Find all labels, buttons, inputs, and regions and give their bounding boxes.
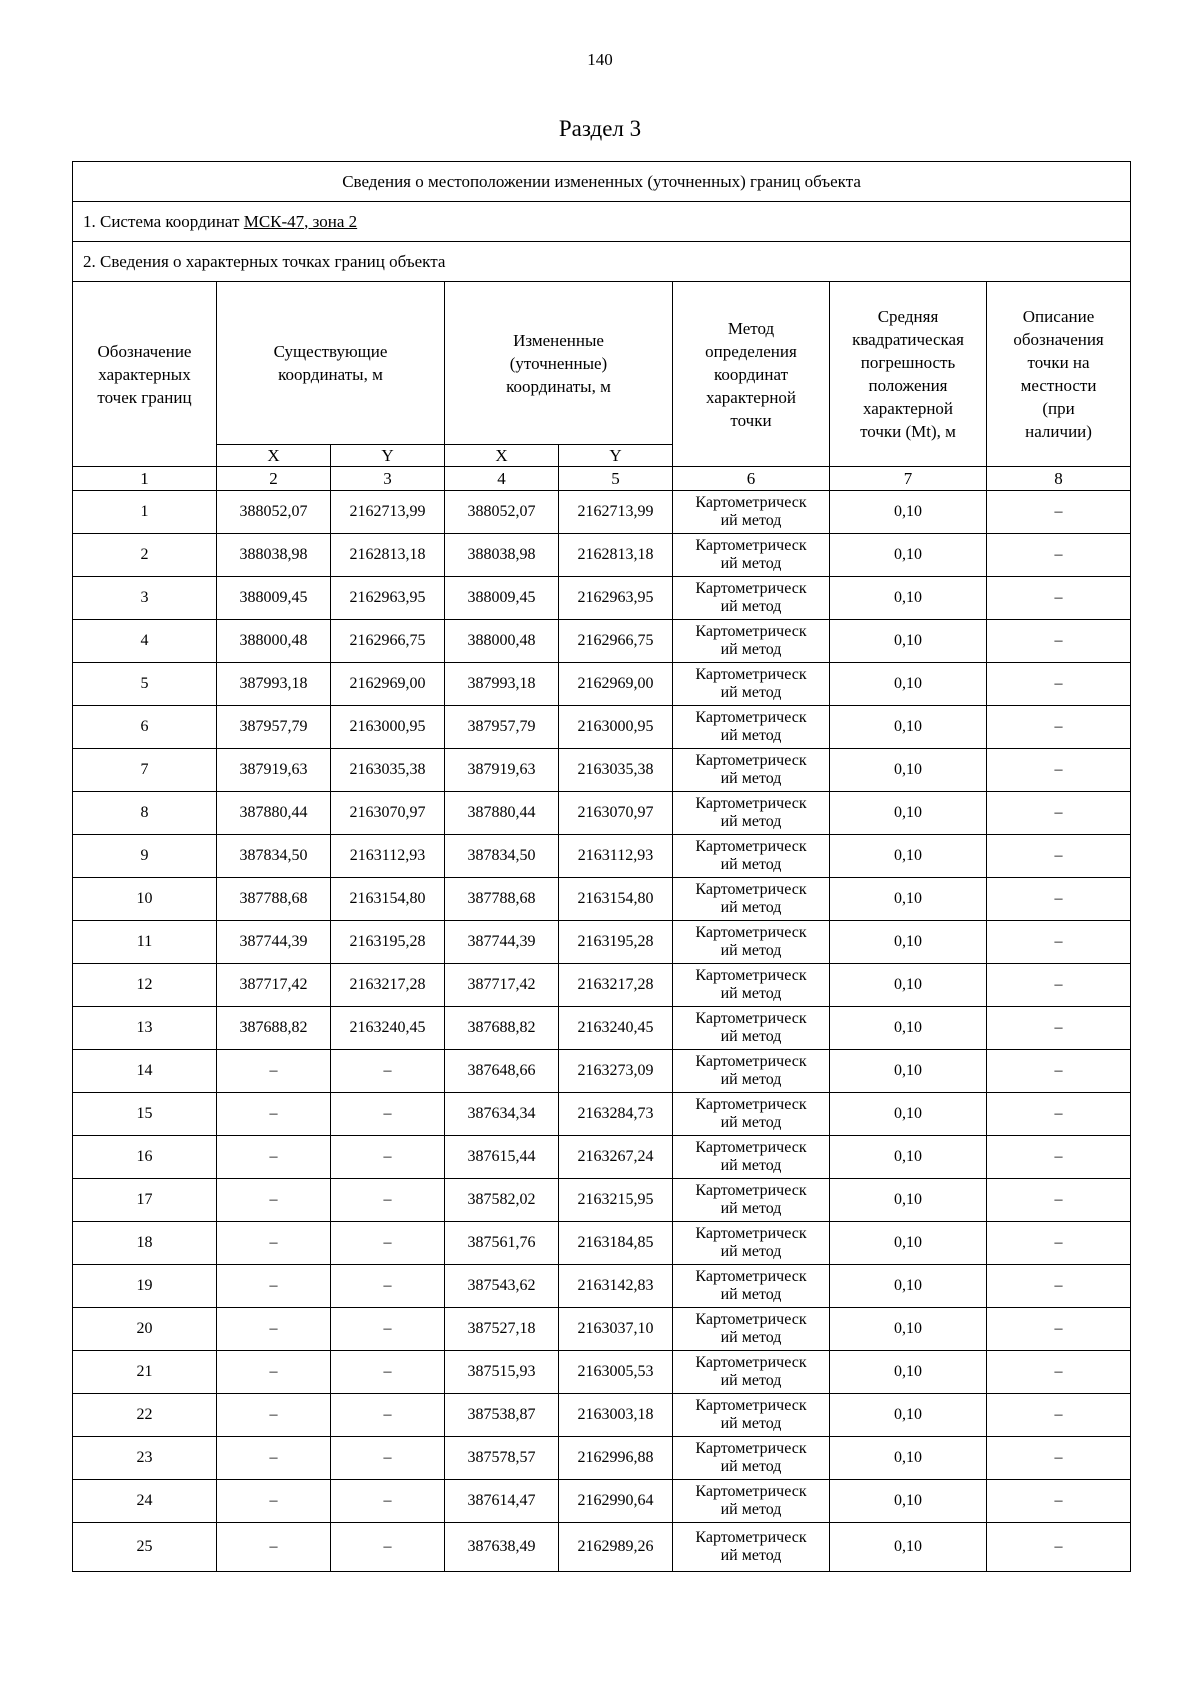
table-row — [73, 577, 1131, 620]
coordinate-system-value: МСК-47, зона 2 — [243, 211, 358, 231]
existing-y-cell: – — [331, 1265, 445, 1308]
existing-y-cell: 2162813,18 — [331, 534, 445, 577]
column-number: 7 — [830, 467, 987, 491]
description-cell: – — [987, 1480, 1131, 1523]
description-cell: – — [987, 491, 1131, 534]
changed-y-cell: 2163005,53 — [559, 1351, 673, 1394]
column-number: 2 — [217, 467, 331, 491]
method-cell: Картометрическ ий метод — [673, 1093, 830, 1136]
error-cell: 0,10 — [830, 577, 987, 620]
table-row — [73, 1351, 1131, 1394]
table-row — [73, 1394, 1131, 1437]
header-existing-coordinates: Существующие координаты, м — [217, 282, 445, 445]
existing-x-cell: 387688,82 — [217, 1007, 331, 1050]
error-cell: 0,10 — [830, 1050, 987, 1093]
description-cell: – — [987, 964, 1131, 1007]
existing-x-cell: 388052,07 — [217, 491, 331, 534]
changed-x-cell: 387744,39 — [445, 921, 559, 964]
points-heading: 2. Сведения о характерных точках границ объекта — [73, 242, 1131, 282]
changed-y-cell: 2163037,10 — [559, 1308, 673, 1351]
point-number-cell: 2 — [73, 534, 217, 577]
description-cell: – — [987, 706, 1131, 749]
method-cell: Картометрическ ий метод — [673, 1265, 830, 1308]
error-cell: 0,10 — [830, 749, 987, 792]
table-row — [73, 1050, 1131, 1093]
existing-y-cell: – — [331, 1222, 445, 1265]
changed-y-cell: 2163184,85 — [559, 1222, 673, 1265]
error-cell: 0,10 — [830, 1007, 987, 1050]
method-cell: Картометрическ ий метод — [673, 620, 830, 663]
existing-y-cell: 2163195,28 — [331, 921, 445, 964]
point-number-cell: 9 — [73, 835, 217, 878]
description-cell: – — [987, 1523, 1131, 1572]
header-method: Метод определения координат характерной точки — [673, 282, 830, 467]
description-cell: – — [987, 620, 1131, 663]
error-cell: 0,10 — [830, 878, 987, 921]
point-number-cell: 14 — [73, 1050, 217, 1093]
method-cell: Картометрическ ий метод — [673, 878, 830, 921]
changed-x-cell: 387638,49 — [445, 1523, 559, 1572]
changed-x-cell: 387527,18 — [445, 1308, 559, 1351]
error-cell: 0,10 — [830, 663, 987, 706]
changed-y-cell: 2162996,88 — [559, 1437, 673, 1480]
point-number-cell: 16 — [73, 1136, 217, 1179]
error-cell: 0,10 — [830, 1523, 987, 1572]
changed-y-cell: 2163000,95 — [559, 706, 673, 749]
error-cell: 0,10 — [830, 964, 987, 1007]
existing-x-cell: 388000,48 — [217, 620, 331, 663]
existing-y-cell: 2162969,00 — [331, 663, 445, 706]
error-cell: 0,10 — [830, 1136, 987, 1179]
changed-y-cell: 2163035,38 — [559, 749, 673, 792]
method-cell: Картометрическ ий метод — [673, 1179, 830, 1222]
point-number-cell: 10 — [73, 878, 217, 921]
changed-x-cell: 387919,63 — [445, 749, 559, 792]
changed-y-cell: 2163070,97 — [559, 792, 673, 835]
changed-x-cell: 387648,66 — [445, 1050, 559, 1093]
existing-x-cell: 387880,44 — [217, 792, 331, 835]
point-number-cell: 15 — [73, 1093, 217, 1136]
existing-y-cell: 2162713,99 — [331, 491, 445, 534]
method-cell: Картометрическ ий метод — [673, 749, 830, 792]
coordinate-system-label: 1. Система координат — [83, 211, 244, 231]
point-number-cell: 21 — [73, 1351, 217, 1394]
changed-x-cell: 387543,62 — [445, 1265, 559, 1308]
method-cell: Картометрическ ий метод — [673, 1136, 830, 1179]
existing-x-cell: – — [217, 1394, 331, 1437]
existing-y-cell: 2162963,95 — [331, 577, 445, 620]
error-cell: 0,10 — [830, 921, 987, 964]
point-number-cell: 5 — [73, 663, 217, 706]
point-number-cell: 19 — [73, 1265, 217, 1308]
changed-y-cell: 2162966,75 — [559, 620, 673, 663]
error-cell: 0,10 — [830, 1308, 987, 1351]
existing-y-cell: – — [331, 1523, 445, 1572]
column-number: 4 — [445, 467, 559, 491]
existing-x-cell: 387919,63 — [217, 749, 331, 792]
point-number-cell: 6 — [73, 706, 217, 749]
table-row — [73, 964, 1131, 1007]
table-row — [73, 1265, 1131, 1308]
column-number: 8 — [987, 467, 1131, 491]
existing-x-cell: 387744,39 — [217, 921, 331, 964]
changed-y-cell: 2162969,00 — [559, 663, 673, 706]
existing-x-cell: – — [217, 1179, 331, 1222]
header-existing-y: Y — [331, 445, 445, 467]
existing-y-cell: – — [331, 1050, 445, 1093]
existing-y-cell: 2163000,95 — [331, 706, 445, 749]
header-changed-y: Y — [559, 445, 673, 467]
changed-x-cell: 387561,76 — [445, 1222, 559, 1265]
existing-y-cell: – — [331, 1179, 445, 1222]
changed-y-cell: 2163112,93 — [559, 835, 673, 878]
changed-y-cell: 2162713,99 — [559, 491, 673, 534]
method-cell: Картометрическ ий метод — [673, 835, 830, 878]
table-row — [73, 663, 1131, 706]
description-cell: – — [987, 1308, 1131, 1351]
method-cell: Картометрическ ий метод — [673, 1308, 830, 1351]
method-cell: Картометрическ ий метод — [673, 1437, 830, 1480]
error-cell: 0,10 — [830, 835, 987, 878]
existing-x-cell: – — [217, 1480, 331, 1523]
changed-x-cell: 387614,47 — [445, 1480, 559, 1523]
table-row — [73, 792, 1131, 835]
table-row — [73, 878, 1131, 921]
method-cell: Картометрическ ий метод — [673, 1394, 830, 1437]
table-row — [73, 749, 1131, 792]
changed-x-cell: 387515,93 — [445, 1351, 559, 1394]
existing-x-cell: – — [217, 1050, 331, 1093]
changed-y-cell: 2163267,24 — [559, 1136, 673, 1179]
error-cell: 0,10 — [830, 491, 987, 534]
existing-x-cell: 388009,45 — [217, 577, 331, 620]
description-cell: – — [987, 1394, 1131, 1437]
page-number: 140 — [587, 50, 613, 69]
changed-y-cell: 2163154,80 — [559, 878, 673, 921]
method-cell: Картометрическ ий метод — [673, 577, 830, 620]
existing-y-cell: 2162966,75 — [331, 620, 445, 663]
method-cell: Картометрическ ий метод — [673, 491, 830, 534]
method-cell: Картометрическ ий метод — [673, 1007, 830, 1050]
header-changed-coordinates: Измененные (уточненные) координаты, м — [445, 282, 673, 445]
point-number-cell: 1 — [73, 491, 217, 534]
column-number: 6 — [673, 467, 830, 491]
column-number: 3 — [331, 467, 445, 491]
table-row — [73, 1480, 1131, 1523]
existing-x-cell: – — [217, 1523, 331, 1572]
existing-x-cell: 387717,42 — [217, 964, 331, 1007]
existing-x-cell: 387993,18 — [217, 663, 331, 706]
description-cell: – — [987, 1437, 1131, 1480]
table-row — [73, 835, 1131, 878]
error-cell: 0,10 — [830, 1265, 987, 1308]
changed-x-cell: 387615,44 — [445, 1136, 559, 1179]
changed-x-cell: 387880,44 — [445, 792, 559, 835]
changed-x-cell: 387834,50 — [445, 835, 559, 878]
changed-y-cell: 2163240,45 — [559, 1007, 673, 1050]
table-row — [73, 921, 1131, 964]
point-number-cell: 11 — [73, 921, 217, 964]
existing-y-cell: 2163035,38 — [331, 749, 445, 792]
existing-y-cell: – — [331, 1136, 445, 1179]
error-cell: 0,10 — [830, 792, 987, 835]
existing-x-cell: – — [217, 1308, 331, 1351]
error-cell: 0,10 — [830, 706, 987, 749]
error-cell: 0,10 — [830, 1351, 987, 1394]
description-cell: – — [987, 1093, 1131, 1136]
method-cell: Картометрическ ий метод — [673, 964, 830, 1007]
description-cell: – — [987, 1351, 1131, 1394]
point-number-cell: 17 — [73, 1179, 217, 1222]
changed-x-cell: 388052,07 — [445, 491, 559, 534]
method-cell: Картометрическ ий метод — [673, 792, 830, 835]
changed-y-cell: 2163273,09 — [559, 1050, 673, 1093]
coordinate-system-line — [73, 202, 1131, 242]
method-cell: Картометрическ ий метод — [673, 1222, 830, 1265]
point-number-cell: 3 — [73, 577, 217, 620]
description-cell: – — [987, 1007, 1131, 1050]
existing-y-cell: – — [331, 1351, 445, 1394]
changed-x-cell: 387538,87 — [445, 1394, 559, 1437]
method-cell: Картометрическ ий метод — [673, 1480, 830, 1523]
column-number-row — [73, 467, 1131, 491]
error-cell: 0,10 — [830, 620, 987, 663]
method-cell: Картометрическ ий метод — [673, 1050, 830, 1093]
description-cell: – — [987, 1050, 1131, 1093]
changed-x-cell: 387717,42 — [445, 964, 559, 1007]
changed-y-cell: 2162963,95 — [559, 577, 673, 620]
header-designation: Обозначение характерных точек границ — [73, 282, 217, 467]
section-title: Раздел 3 — [558, 116, 642, 141]
changed-x-cell: 387578,57 — [445, 1437, 559, 1480]
description-cell: – — [987, 835, 1131, 878]
changed-x-cell: 388009,45 — [445, 577, 559, 620]
changed-x-cell: 387788,68 — [445, 878, 559, 921]
error-cell: 0,10 — [830, 1437, 987, 1480]
table-row — [73, 1136, 1131, 1179]
table-row — [73, 706, 1131, 749]
changed-x-cell: 388038,98 — [445, 534, 559, 577]
column-number: 5 — [559, 467, 673, 491]
error-cell: 0,10 — [830, 1480, 987, 1523]
existing-x-cell: – — [217, 1351, 331, 1394]
table-caption: Сведения о местоположении измененных (уточненных) границ объекта — [73, 162, 1131, 202]
table-row — [73, 1222, 1131, 1265]
existing-y-cell: – — [331, 1308, 445, 1351]
existing-y-cell: – — [331, 1437, 445, 1480]
changed-y-cell: 2163195,28 — [559, 921, 673, 964]
changed-y-cell: 2163215,95 — [559, 1179, 673, 1222]
header-existing-x: X — [217, 445, 331, 467]
existing-x-cell: – — [217, 1093, 331, 1136]
table-row — [73, 1007, 1131, 1050]
description-cell: – — [987, 792, 1131, 835]
point-number-cell: 8 — [73, 792, 217, 835]
existing-x-cell: – — [217, 1136, 331, 1179]
changed-x-cell: 388000,48 — [445, 620, 559, 663]
error-cell: 0,10 — [830, 1093, 987, 1136]
description-cell: – — [987, 878, 1131, 921]
method-cell: Картометрическ ий метод — [673, 921, 830, 964]
existing-x-cell: – — [217, 1222, 331, 1265]
changed-y-cell: 2163217,28 — [559, 964, 673, 1007]
point-number-cell: 12 — [73, 964, 217, 1007]
changed-x-cell: 387993,18 — [445, 663, 559, 706]
point-number-cell: 24 — [73, 1480, 217, 1523]
table-row — [73, 620, 1131, 663]
description-cell: – — [987, 577, 1131, 620]
existing-y-cell: 2163070,97 — [331, 792, 445, 835]
method-cell: Картометрическ ий метод — [673, 1351, 830, 1394]
point-number-cell: 18 — [73, 1222, 217, 1265]
point-number-cell: 20 — [73, 1308, 217, 1351]
method-cell: Картометрическ ий метод — [673, 663, 830, 706]
existing-x-cell: 388038,98 — [217, 534, 331, 577]
changed-x-cell: 387634,34 — [445, 1093, 559, 1136]
existing-y-cell: 2163217,28 — [331, 964, 445, 1007]
existing-x-cell: 387788,68 — [217, 878, 331, 921]
description-cell: – — [987, 663, 1131, 706]
changed-y-cell: 2163003,18 — [559, 1394, 673, 1437]
error-cell: 0,10 — [830, 1394, 987, 1437]
point-number-cell: 7 — [73, 749, 217, 792]
error-cell: 0,10 — [830, 534, 987, 577]
point-number-cell: 4 — [73, 620, 217, 663]
point-number-cell: 25 — [73, 1523, 217, 1572]
existing-y-cell: 2163112,93 — [331, 835, 445, 878]
point-number-cell: 22 — [73, 1394, 217, 1437]
description-cell: – — [987, 1179, 1131, 1222]
method-cell: Картометрическ ий метод — [673, 706, 830, 749]
table-row — [73, 1308, 1131, 1351]
existing-x-cell: 387957,79 — [217, 706, 331, 749]
existing-y-cell: – — [331, 1480, 445, 1523]
table-row — [73, 1523, 1131, 1572]
changed-x-cell: 387957,79 — [445, 706, 559, 749]
header-description: Описание обозначения точки на местности (при наличии) — [987, 282, 1131, 467]
table-row — [73, 1179, 1131, 1222]
table-row — [73, 491, 1131, 534]
description-cell: – — [987, 749, 1131, 792]
existing-x-cell: – — [217, 1437, 331, 1480]
method-cell: Картометрическ ий метод — [673, 534, 830, 577]
table-row — [73, 534, 1131, 577]
existing-x-cell: 387834,50 — [217, 835, 331, 878]
description-cell: – — [987, 1136, 1131, 1179]
changed-y-cell: 2162813,18 — [559, 534, 673, 577]
description-cell: – — [987, 534, 1131, 577]
error-cell: 0,10 — [830, 1222, 987, 1265]
changed-y-cell: 2162990,64 — [559, 1480, 673, 1523]
existing-y-cell: – — [331, 1394, 445, 1437]
existing-y-cell: 2163154,80 — [331, 878, 445, 921]
existing-x-cell: – — [217, 1265, 331, 1308]
boundary-points-table — [72, 161, 1131, 1572]
changed-y-cell: 2162989,26 — [559, 1523, 673, 1572]
description-cell: – — [987, 1222, 1131, 1265]
method-cell: Картометрическ ий метод — [673, 1523, 830, 1572]
existing-y-cell: 2163240,45 — [331, 1007, 445, 1050]
description-cell: – — [987, 921, 1131, 964]
table-row — [73, 1093, 1131, 1136]
header-error: Средняя квадратическая погрешность положения характерной точки (Mt), м — [830, 282, 987, 467]
changed-x-cell: 387582,02 — [445, 1179, 559, 1222]
description-cell: – — [987, 1265, 1131, 1308]
table-row — [73, 1437, 1131, 1480]
point-number-cell: 13 — [73, 1007, 217, 1050]
changed-y-cell: 2163284,73 — [559, 1093, 673, 1136]
header-changed-x: X — [445, 445, 559, 467]
changed-y-cell: 2163142,83 — [559, 1265, 673, 1308]
existing-y-cell: – — [331, 1093, 445, 1136]
changed-x-cell: 387688,82 — [445, 1007, 559, 1050]
error-cell: 0,10 — [830, 1179, 987, 1222]
point-number-cell: 23 — [73, 1437, 217, 1480]
column-number: 1 — [73, 467, 217, 491]
